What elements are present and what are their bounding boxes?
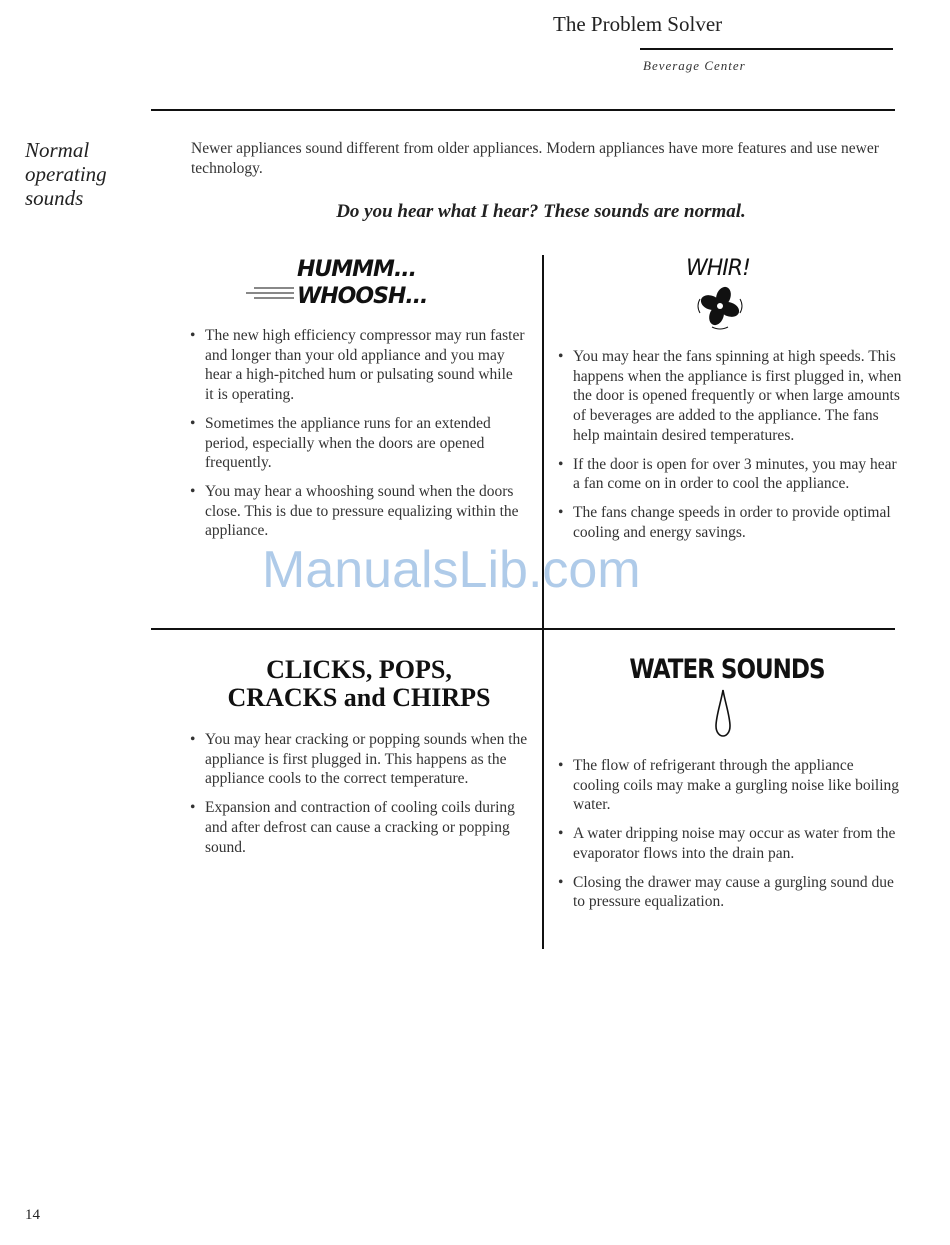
clicks-heading <box>151 656 567 712</box>
water-sounds-heading: WATER SOUNDS <box>629 655 825 685</box>
list-item: • You may hear a whooshing sound when the doors close. This is due to pressure equalizing within the appliance. <box>190 482 525 541</box>
side-title-line-1: Normal <box>25 138 90 162</box>
middle-divider <box>151 628 895 630</box>
list-item: • If the door is open for over 3 minutes, you may hear a fan come on in order to cool the appliance. <box>558 455 903 494</box>
clicks-heading-line-1: CLICKS, POPS, <box>266 655 452 684</box>
list-item: • Closing the drawer may cause a gurgling sound due to pressure equalization. <box>558 873 903 912</box>
vertical-divider <box>542 255 544 949</box>
list-item: • You may hear the fans spinning at high speeds. This happens when the appliance is first plugged in, when the door is opened frequently or when large amounts of beverages are added to the appliance. The fans help maintain desired temperatures. <box>558 347 903 446</box>
section-question: Do you hear what I hear? These sounds are normal. <box>336 201 746 222</box>
list-item: • The new high efficiency compressor may run faster and longer than your old appliance and you may hear a high-pitched hum or pulsating sound while it is operating. <box>190 326 525 405</box>
side-title-line-3: sounds <box>25 186 84 210</box>
motion-lines-icon <box>246 286 296 300</box>
header-divider <box>640 48 893 50</box>
watermark: ManualsLib.com <box>262 541 641 599</box>
list-item: • A water dripping noise may occur as water from the evaporator flows into the drain pan. <box>558 824 903 863</box>
clicks-heading-line-2: CRACKS and CHIRPS <box>227 683 491 712</box>
hum-bullet-list <box>190 326 525 550</box>
page-header-subtitle: Beverage Center <box>643 58 746 73</box>
list-item: • The fans change speeds in order to provide optimal cooling and energy savings. <box>558 503 903 542</box>
list-item: • Sometimes the appliance runs for an extended period, especially when the doors are opened frequently. <box>190 414 525 473</box>
list-item: • Expansion and contraction of cooling coils during and after defrost can cause a cracking or popping sound. <box>190 798 535 857</box>
list-item: • The flow of refrigerant through the appliance cooling coils may make a gurgling noise like boiling water. <box>558 756 903 815</box>
side-title-line-2: operating <box>25 162 107 186</box>
top-divider <box>151 109 895 111</box>
whoosh-heading: WHOOSH... <box>297 284 428 309</box>
water-drop-icon <box>713 688 733 738</box>
hum-heading: HUMMM... <box>297 257 417 282</box>
fan-icon <box>694 281 746 331</box>
intro-paragraph: Newer appliances sound different from older appliances. Modern appliances have more features and use newer technology. <box>191 140 879 177</box>
section-side-title <box>25 138 145 210</box>
clicks-bullet-list <box>190 730 535 866</box>
list-item: • You may hear cracking or popping sounds when the appliance is first plugged in. This happens as the appliance cools to the correct temperature. <box>190 730 535 789</box>
whir-bullet-list <box>558 347 903 551</box>
page-number: 14 <box>25 1207 40 1223</box>
whir-heading: WHIR! <box>686 256 750 281</box>
page-header-title: The Problem Solver <box>553 12 723 36</box>
water-bullet-list <box>558 756 903 921</box>
